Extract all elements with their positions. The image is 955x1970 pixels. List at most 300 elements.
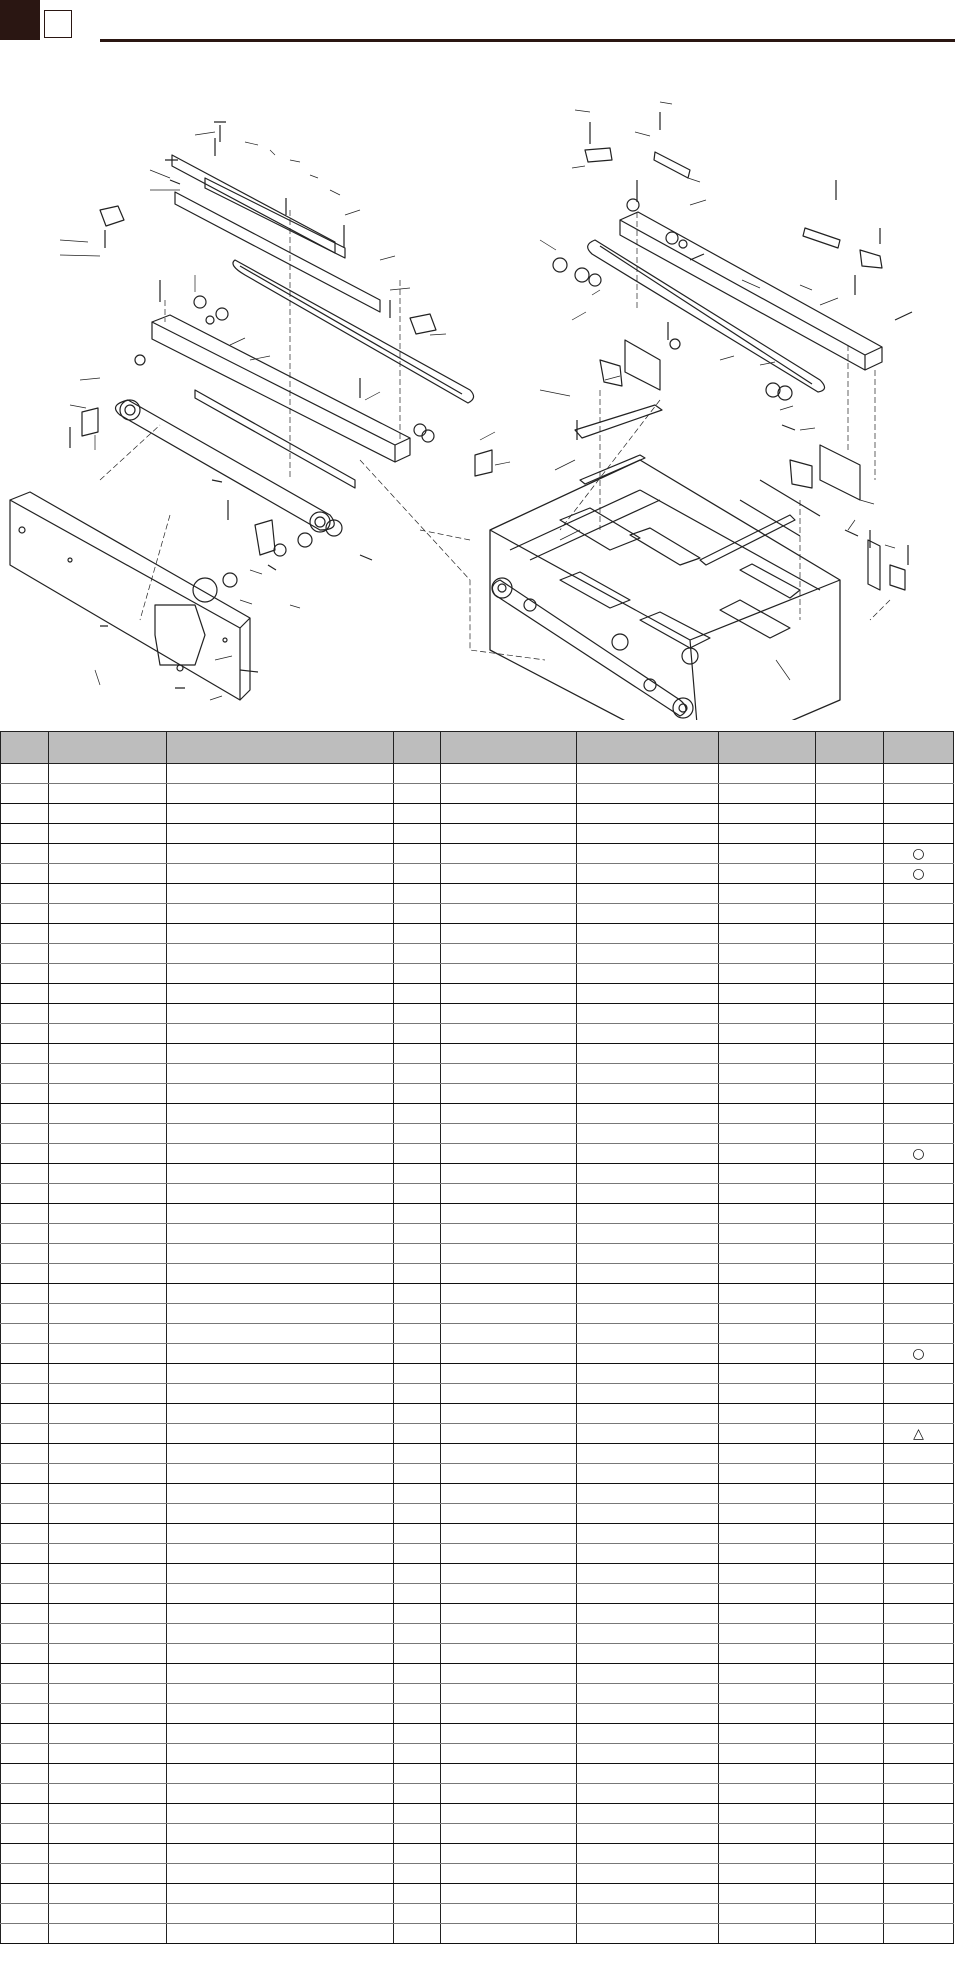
table-cell bbox=[816, 1364, 884, 1384]
table-cell bbox=[167, 984, 394, 1004]
table-cell bbox=[816, 1204, 884, 1224]
table-cell bbox=[394, 1864, 441, 1884]
table-cell bbox=[719, 924, 816, 944]
table-cell bbox=[816, 1644, 884, 1664]
table-cell bbox=[577, 884, 719, 904]
table-cell bbox=[49, 1344, 167, 1364]
table-cell bbox=[1, 1884, 49, 1904]
table-row bbox=[1, 1704, 954, 1724]
table-row bbox=[1, 1464, 954, 1484]
table-cell bbox=[167, 1344, 394, 1364]
table-cell bbox=[49, 1204, 167, 1224]
table-cell bbox=[577, 1924, 719, 1944]
table-cell bbox=[884, 944, 954, 964]
table-cell bbox=[577, 1564, 719, 1584]
table-cell bbox=[1, 1644, 49, 1664]
table-cell bbox=[1, 1824, 49, 1844]
table-cell bbox=[1, 1704, 49, 1724]
table-cell bbox=[1, 1324, 49, 1344]
table-cell bbox=[884, 1784, 954, 1804]
table-cell bbox=[167, 944, 394, 964]
table-cell bbox=[816, 1104, 884, 1124]
table-cell bbox=[884, 1684, 954, 1704]
col-header bbox=[577, 732, 719, 764]
table-cell bbox=[1, 784, 49, 804]
table-cell bbox=[394, 904, 441, 924]
table-cell bbox=[49, 1064, 167, 1084]
table-cell bbox=[49, 944, 167, 964]
table-cell bbox=[884, 1584, 954, 1604]
table-cell bbox=[441, 1164, 577, 1184]
table-cell bbox=[49, 1784, 167, 1804]
table-row bbox=[1, 1884, 954, 1904]
table-cell bbox=[719, 1624, 816, 1644]
table-cell bbox=[167, 1484, 394, 1504]
table-cell bbox=[394, 864, 441, 884]
table-cell bbox=[1, 1264, 49, 1284]
table-cell bbox=[394, 1924, 441, 1944]
table-cell bbox=[49, 1364, 167, 1384]
table-cell bbox=[1, 1104, 49, 1124]
table-row bbox=[1, 1324, 954, 1344]
table-cell bbox=[49, 1844, 167, 1864]
table-cell bbox=[49, 1044, 167, 1064]
table-cell bbox=[441, 1524, 577, 1544]
table-row bbox=[1, 1524, 954, 1544]
table-row bbox=[1, 1484, 954, 1504]
table-cell bbox=[884, 1384, 954, 1404]
section-number-box bbox=[44, 10, 72, 38]
table-cell bbox=[816, 844, 884, 864]
table-cell bbox=[1, 1584, 49, 1604]
table-cell bbox=[884, 1804, 954, 1824]
table-cell bbox=[441, 1484, 577, 1504]
table-cell bbox=[719, 1144, 816, 1164]
table-cell bbox=[884, 1924, 954, 1944]
table-cell bbox=[394, 1084, 441, 1104]
table-cell bbox=[719, 1184, 816, 1204]
table-cell bbox=[167, 1144, 394, 1164]
table-cell bbox=[394, 1384, 441, 1404]
table-cell bbox=[167, 1004, 394, 1024]
table-cell bbox=[394, 1324, 441, 1344]
table-cell bbox=[577, 1744, 719, 1764]
table-cell bbox=[394, 1024, 441, 1044]
table-cell bbox=[884, 1164, 954, 1184]
col-header bbox=[167, 732, 394, 764]
table-row bbox=[1, 824, 954, 844]
table-cell bbox=[441, 1404, 577, 1424]
table-cell bbox=[167, 1524, 394, 1544]
table-cell bbox=[816, 1524, 884, 1544]
side-cover bbox=[10, 500, 240, 700]
table-cell bbox=[167, 1504, 394, 1524]
table-cell bbox=[49, 1584, 167, 1604]
table-cell bbox=[816, 804, 884, 824]
table-cell bbox=[49, 1084, 167, 1104]
table-cell bbox=[49, 1644, 167, 1664]
table-cell bbox=[884, 924, 954, 944]
table-cell bbox=[816, 1724, 884, 1744]
table-cell bbox=[1, 824, 49, 844]
table-cell bbox=[719, 1784, 816, 1804]
table-cell bbox=[167, 1104, 394, 1124]
table-cell bbox=[884, 964, 954, 984]
table-cell bbox=[167, 1544, 394, 1564]
table-cell bbox=[577, 1644, 719, 1664]
table-cell bbox=[1, 1744, 49, 1764]
table-cell bbox=[441, 1864, 577, 1884]
table-cell bbox=[816, 1904, 884, 1924]
table-cell bbox=[577, 1224, 719, 1244]
table-cell bbox=[1, 964, 49, 984]
table-cell bbox=[577, 784, 719, 804]
table-cell bbox=[1, 1564, 49, 1584]
table-cell bbox=[719, 1404, 816, 1424]
table-cell bbox=[577, 1424, 719, 1444]
table-cell bbox=[167, 1284, 394, 1304]
table-row bbox=[1, 904, 954, 924]
table-cell bbox=[1, 844, 49, 864]
table-cell bbox=[816, 1564, 884, 1584]
table-cell bbox=[719, 1864, 816, 1884]
table-cell bbox=[816, 1784, 884, 1804]
table-cell bbox=[441, 1204, 577, 1224]
table-cell bbox=[49, 984, 167, 1004]
table-row bbox=[1, 1664, 954, 1684]
table-cell bbox=[49, 764, 167, 784]
table-cell bbox=[49, 1104, 167, 1124]
table-cell bbox=[719, 1744, 816, 1764]
table-cell bbox=[394, 1604, 441, 1624]
table-cell bbox=[49, 1224, 167, 1244]
table-cell bbox=[441, 1764, 577, 1784]
table-cell bbox=[394, 1044, 441, 1064]
table-cell bbox=[884, 1664, 954, 1684]
table-cell bbox=[1, 1484, 49, 1504]
table-cell bbox=[816, 1484, 884, 1504]
table-cell bbox=[577, 1544, 719, 1564]
table-cell bbox=[884, 1724, 954, 1744]
table-cell bbox=[816, 1464, 884, 1484]
table-cell bbox=[577, 1804, 719, 1824]
table-cell bbox=[49, 1744, 167, 1764]
table-cell bbox=[167, 1764, 394, 1784]
table-cell bbox=[816, 964, 884, 984]
table-cell bbox=[719, 1804, 816, 1824]
table-cell bbox=[719, 1764, 816, 1784]
table-row bbox=[1, 1204, 954, 1224]
table-cell bbox=[577, 1244, 719, 1264]
col-header bbox=[49, 732, 167, 764]
table-row bbox=[1, 1784, 954, 1804]
table-row bbox=[1, 1164, 954, 1184]
table-cell bbox=[719, 1284, 816, 1304]
table-cell bbox=[577, 1784, 719, 1804]
upper-rail bbox=[205, 178, 345, 258]
table-cell bbox=[441, 904, 577, 924]
table-cell bbox=[577, 1124, 719, 1144]
table-cell bbox=[394, 1544, 441, 1564]
table-cell bbox=[441, 1644, 577, 1664]
table-cell bbox=[577, 1584, 719, 1604]
table-cell bbox=[577, 1604, 719, 1624]
table-cell bbox=[1, 1064, 49, 1084]
table-cell bbox=[167, 1324, 394, 1344]
table-cell bbox=[394, 1184, 441, 1204]
table-cell bbox=[394, 1784, 441, 1804]
table-row bbox=[1, 804, 954, 824]
table-cell bbox=[167, 1204, 394, 1224]
table-cell bbox=[1, 1284, 49, 1304]
table-row bbox=[1, 1364, 954, 1384]
table-cell bbox=[884, 1144, 954, 1164]
table-cell bbox=[816, 1744, 884, 1764]
table-cell bbox=[394, 1884, 441, 1904]
table-cell bbox=[1, 1404, 49, 1424]
table-cell bbox=[1, 1684, 49, 1704]
table-cell bbox=[49, 1604, 167, 1624]
table-cell bbox=[719, 1544, 816, 1564]
table-cell bbox=[719, 1564, 816, 1584]
table-cell bbox=[167, 1124, 394, 1144]
table-cell bbox=[577, 1064, 719, 1084]
table-cell bbox=[884, 1184, 954, 1204]
table-cell bbox=[577, 764, 719, 784]
table-row bbox=[1, 784, 954, 804]
table-cell bbox=[441, 884, 577, 904]
table-cell bbox=[167, 964, 394, 984]
table-row bbox=[1, 1644, 954, 1664]
table-cell bbox=[49, 964, 167, 984]
table-cell bbox=[49, 1284, 167, 1304]
table-cell bbox=[577, 824, 719, 844]
table-cell bbox=[1, 1304, 49, 1324]
table-cell bbox=[577, 1024, 719, 1044]
table-cell bbox=[719, 1704, 816, 1724]
table-cell bbox=[719, 1424, 816, 1444]
table-cell bbox=[1, 1024, 49, 1044]
table-cell bbox=[49, 1184, 167, 1204]
table-cell bbox=[577, 1264, 719, 1284]
table-cell bbox=[167, 1444, 394, 1464]
table-cell bbox=[167, 1164, 394, 1184]
header-rule bbox=[100, 39, 955, 42]
table-cell bbox=[719, 1064, 816, 1084]
table-cell bbox=[816, 1124, 884, 1144]
table-cell bbox=[49, 1404, 167, 1424]
table-cell bbox=[577, 1764, 719, 1784]
table-cell bbox=[816, 1824, 884, 1844]
table-row bbox=[1, 1924, 954, 1944]
table-cell bbox=[394, 1744, 441, 1764]
table-cell bbox=[1, 944, 49, 964]
table-cell bbox=[816, 924, 884, 944]
table-cell bbox=[719, 1124, 816, 1144]
table-cell bbox=[49, 1324, 167, 1344]
table-row bbox=[1, 1284, 954, 1304]
table-cell bbox=[816, 1224, 884, 1244]
table-cell bbox=[816, 1884, 884, 1904]
table-cell bbox=[394, 1304, 441, 1324]
table-cell bbox=[167, 1884, 394, 1904]
slider-rail bbox=[195, 390, 355, 488]
table-cell bbox=[49, 1804, 167, 1824]
table-cell bbox=[394, 1624, 441, 1644]
table-cell bbox=[816, 1044, 884, 1064]
table-cell bbox=[49, 1464, 167, 1484]
table-cell bbox=[167, 924, 394, 944]
table-cell bbox=[577, 1524, 719, 1544]
table-cell bbox=[1, 1844, 49, 1864]
table-cell bbox=[816, 1384, 884, 1404]
table-cell bbox=[719, 1664, 816, 1684]
table-cell bbox=[441, 1304, 577, 1324]
bracket-4 bbox=[475, 450, 492, 476]
table-row bbox=[1, 764, 954, 784]
table-cell bbox=[441, 1684, 577, 1704]
table-cell bbox=[394, 1584, 441, 1604]
table-cell bbox=[394, 924, 441, 944]
table-cell bbox=[394, 764, 441, 784]
table-cell bbox=[441, 1044, 577, 1064]
table-cell bbox=[816, 1284, 884, 1304]
table-cell bbox=[394, 1164, 441, 1184]
table-cell bbox=[577, 1504, 719, 1524]
table-cell bbox=[167, 1024, 394, 1044]
table-row bbox=[1, 1064, 954, 1084]
table-cell bbox=[719, 884, 816, 904]
table-cell bbox=[441, 1604, 577, 1624]
table-cell bbox=[441, 1584, 577, 1604]
table-cell bbox=[441, 1104, 577, 1124]
table-cell bbox=[167, 1684, 394, 1704]
table-cell bbox=[394, 1664, 441, 1684]
table-cell bbox=[167, 1564, 394, 1584]
table-cell bbox=[441, 1024, 577, 1044]
table-cell bbox=[884, 1424, 954, 1444]
table-cell bbox=[1, 924, 49, 944]
pulley-right bbox=[310, 512, 330, 532]
table-cell bbox=[577, 1864, 719, 1884]
table-cell bbox=[167, 804, 394, 824]
table-row bbox=[1, 1344, 954, 1364]
table-cell bbox=[441, 964, 577, 984]
table-cell bbox=[719, 1644, 816, 1664]
table-cell bbox=[167, 1264, 394, 1284]
table-cell bbox=[577, 804, 719, 824]
table-cell bbox=[719, 1824, 816, 1844]
table-cell bbox=[719, 1084, 816, 1104]
table-cell bbox=[577, 1484, 719, 1504]
table-cell bbox=[884, 904, 954, 924]
table-cell bbox=[1, 1424, 49, 1444]
table-cell bbox=[884, 1464, 954, 1484]
table-cell bbox=[1, 904, 49, 924]
table-cell bbox=[167, 784, 394, 804]
table-cell bbox=[884, 1504, 954, 1524]
table-cell bbox=[577, 984, 719, 1004]
table-cell bbox=[394, 1464, 441, 1484]
table-cell bbox=[577, 1624, 719, 1644]
table-cell bbox=[884, 1304, 954, 1324]
table-cell bbox=[49, 1724, 167, 1744]
table-row bbox=[1, 844, 954, 864]
table-cell bbox=[719, 1044, 816, 1064]
exploded-parts-diagram bbox=[0, 60, 955, 720]
table-cell bbox=[441, 1444, 577, 1464]
table-cell bbox=[577, 1344, 719, 1364]
table-cell bbox=[394, 1004, 441, 1024]
table-cell bbox=[441, 1384, 577, 1404]
table-cell bbox=[1, 1464, 49, 1484]
table-cell bbox=[816, 1624, 884, 1644]
table-cell bbox=[167, 844, 394, 864]
table-cell bbox=[49, 864, 167, 884]
table-cell bbox=[1, 1544, 49, 1564]
table-cell bbox=[577, 1844, 719, 1864]
table-cell bbox=[394, 1504, 441, 1524]
table-cell bbox=[816, 1804, 884, 1824]
table-row bbox=[1, 1084, 954, 1104]
table-row bbox=[1, 1724, 954, 1744]
table-cell bbox=[884, 1024, 954, 1044]
table-cell bbox=[816, 1064, 884, 1084]
table-row bbox=[1, 1764, 954, 1784]
table-cell bbox=[394, 1204, 441, 1224]
bracket bbox=[82, 408, 98, 436]
table-cell bbox=[1, 864, 49, 884]
table-cell bbox=[1, 1724, 49, 1744]
table-cell bbox=[816, 944, 884, 964]
table-cell bbox=[577, 924, 719, 944]
table-cell bbox=[719, 1504, 816, 1524]
table-cell bbox=[719, 944, 816, 964]
table-cell bbox=[394, 1284, 441, 1304]
table-cell bbox=[441, 1284, 577, 1304]
table-cell bbox=[167, 1624, 394, 1644]
table-cell bbox=[49, 1004, 167, 1024]
triangle-mark-icon: △ bbox=[913, 1425, 924, 1442]
table-row bbox=[1, 1404, 954, 1424]
table-cell bbox=[167, 1864, 394, 1884]
table-cell bbox=[1, 1244, 49, 1264]
col-header bbox=[719, 732, 816, 764]
table-cell bbox=[816, 764, 884, 784]
table-cell bbox=[577, 1084, 719, 1104]
table-cell bbox=[719, 1884, 816, 1904]
table-cell bbox=[884, 1544, 954, 1564]
table-cell bbox=[884, 1524, 954, 1544]
table-cell bbox=[394, 1424, 441, 1444]
table-cell bbox=[441, 1564, 577, 1584]
table-cell bbox=[884, 1564, 954, 1584]
table-cell bbox=[1, 1804, 49, 1824]
table-cell bbox=[394, 1224, 441, 1244]
table-cell bbox=[394, 1564, 441, 1584]
table-cell bbox=[1, 1004, 49, 1024]
table-row bbox=[1, 1844, 954, 1864]
table-cell bbox=[577, 1364, 719, 1384]
table-cell bbox=[49, 824, 167, 844]
table-row bbox=[1, 1824, 954, 1844]
table-row bbox=[1, 1024, 954, 1044]
bracket-2 bbox=[100, 206, 124, 226]
table-cell bbox=[816, 864, 884, 884]
table-cell bbox=[394, 784, 441, 804]
table-cell bbox=[441, 924, 577, 944]
table-row bbox=[1, 924, 954, 944]
